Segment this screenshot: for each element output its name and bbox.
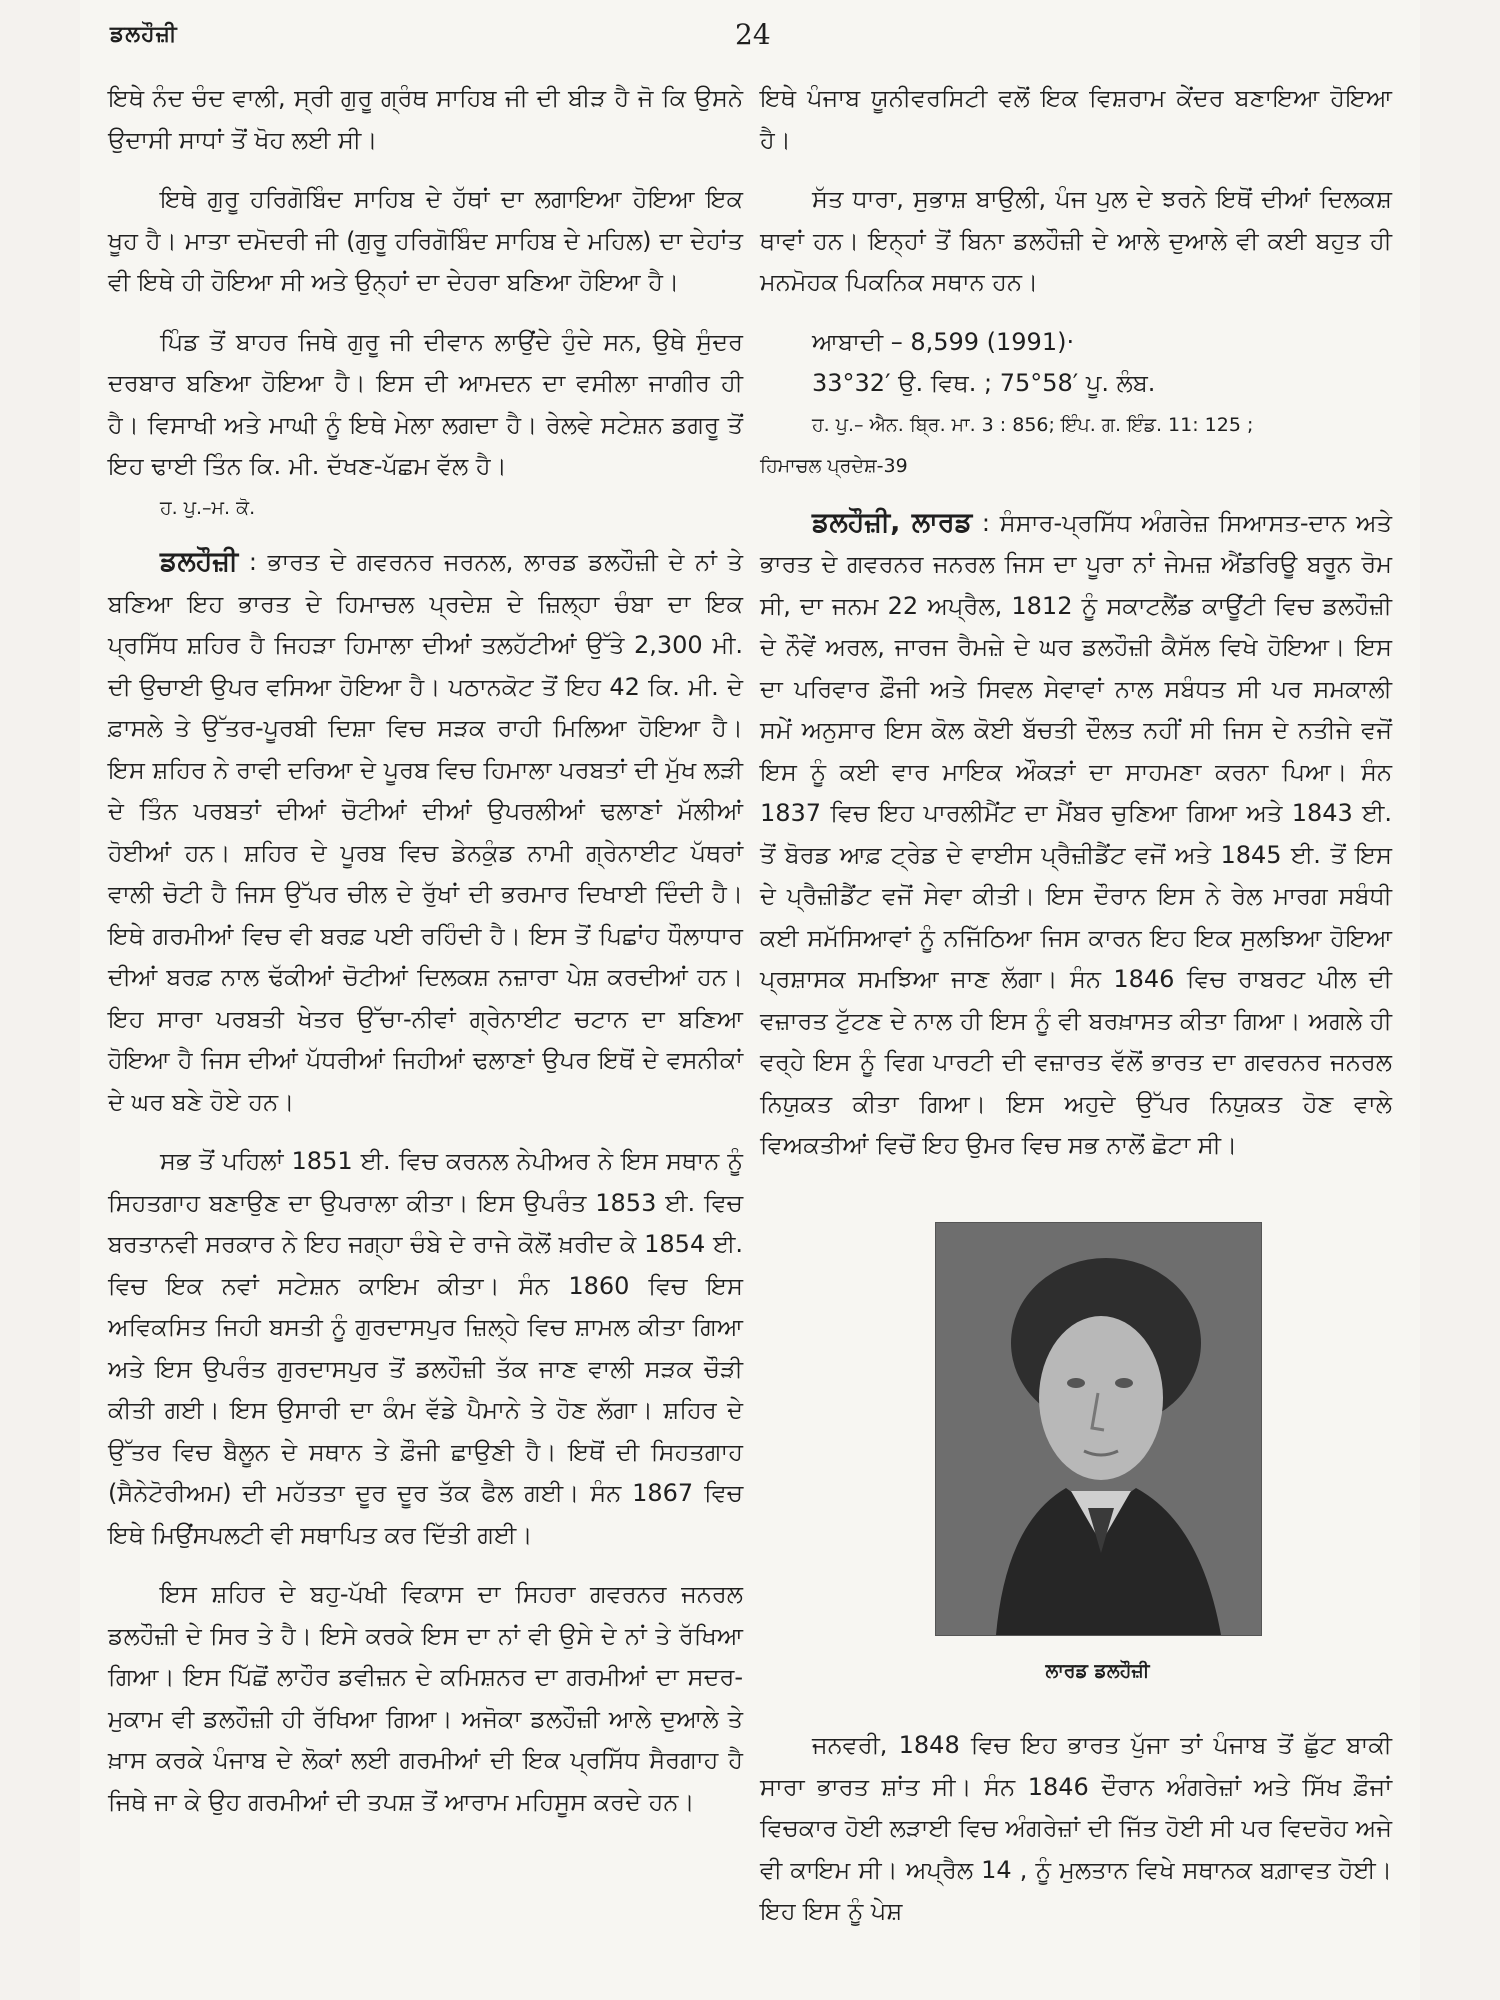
entry-paragraph (760, 502, 1392, 1167)
entry-text: : ਭਾਰਤ ਦੇ ਗਵਰਨਰ ਜਰਨਲ, ਲਾਰਡ ਡਲਹੌਜ਼ੀ ਦੇ ਨਾਂ ਤੇ ਬਣਿਆ ਇਹ ਭਾਰਤ ਦੇ ਹਿਮਾਚਲ ਪ੍ਰਦੇਸ਼ ਦੇ ਜ਼ਿਲ੍ਹਾ ਚੰਬਾ ਦਾ ਇਕ ਪ੍ਰਸਿੱਧ ਸ਼ਹਿਰ ਹੈ ਜਿਹੜਾ ਹਿਮਾਲਾ ਦੀਆਂ ਤਲਹੱਟੀਆਂ ਉੱਤੇ 2,300 ਮੀ. ਦੀ ਉਚਾਈ ਉਪਰ ਵਸਿਆ ਹੋਇਆ ਹੈ। ਪਠਾਨਕੋਟ ਤੋਂ ਇਹ 42 ਕਿ. ਮੀ. ਦੇ ਫ਼ਾਸਲੇ ਤੇ ਉੱਤਰ-ਪੂਰਬੀ ਦਿਸ਼ਾ ਵਿਚ ਸੜਕ ਰਾਹੀ ਮਿਲਿਆ ਹੋਇਆ ਹੈ। ਇਸ ਸ਼ਹਿਰ ਨੇ ਰਾਵੀ ਦਰਿਆ ਦੇ ਪੂਰਬ ਵਿਚ ਹਿਮਾਲਾ ਪਰਬਤਾਂ ਦੀ ਮੁੱਖ ਲੜੀ ਦੇ ਤਿੰਨ ਪਰਬਤਾਂ ਦੀਆਂ ਚੋਟੀਆਂ ਦੀਆਂ ਉਪਰਲੀਆਂ ਢਲਾਣਾਂ ਮੱਲੀਆਂ ਹੋਈਆਂ ਹਨ। ਸ਼ਹਿਰ ਦੇ ਪੂਰਬ ਵਿਚ ਡੇਨਕੁੰਡ ਨਾਮੀ ਗ੍ਰੇਨਾਈਟ ਪੱਥਰਾਂ ਵਾਲੀ ਚੋਟੀ ਹੈ ਜਿਸ ਉੱਪਰ ਚੀਲ ਦੇ ਰੁੱਖਾਂ ਦੀ ਭਰਮਾਰ ਦਿਖਾਈ ਦਿੰਦੀ ਹੈ। ਇਥੇ ਗਰਮੀਆਂ ਵਿਚ ਵੀ ਬਰਫ਼ ਪਈ ਰਹਿੰਦੀ ਹੈ। ਇਸ ਤੋਂ ਪਿਛਾਂਹ ਧੌਲਾਧਾਰ ਦੀਆਂ ਬਰਫ਼ ਨਾਲ ਢੱਕੀਆਂ ਚੋਟੀਆਂ ਦਿਲਕਸ਼ ਨਜ਼ਾਰਾ ਪੇਸ਼ ਕਰਦੀਆਂ ਹਨ। ਇਹ ਸਾਰਾ ਪਰਬਤੀ ਖੇਤਰ ਉੱਚਾ-ਨੀਵਾਂ ਗ੍ਰੇਨਾਈਟ ਚਟਾਨ ਦਾ ਬਣਿਆ ਹੋਇਆ ਹੈ ਜਿਸ ਦੀਆਂ ਪੱਧਰੀਆਂ ਜਿਹੀਆਂ ਢਲਾਣਾਂ ਉਪਰ ਇਥੋਂ ਦੇ ਵਸਨੀਕਾਂ ਦੇ ਘਰ ਬਣੇ ਹੋਏ ਹਨ। (108, 548, 743, 1116)
portrait-drawing (936, 1223, 1261, 1635)
paragraph: ਇਸ ਸ਼ਹਿਰ ਦੇ ਬਹੁ-ਪੱਖੀ ਵਿਕਾਸ ਦਾ ਸਿਹਰਾ ਗਵਰਨਰ ਜਨਰਲ ਡਲਹੌਜ਼ੀ ਦੇ ਸਿਰ ਤੇ ਹੈ। ਇਸੇ ਕਰਕੇ ਇਸ ਦਾ ਨਾਂ ਵੀ ਉਸੇ ਦੇ ਨਾਂ ਤੇ ਰੱਖਿਆ ਗਿਆ। ਇਸ ਪਿੱਛੋਂ ਲਾਹੌਰ ਡਵੀਜ਼ਨ ਦੇ ਕਮਿਸ਼ਨਰ ਦਾ ਗਰਮੀਆਂ ਦਾ ਸਦਰ-ਮੁਕਾਮ ਵੀ ਡਲਹੌਜ਼ੀ ਹੀ ਰੱਖਿਆ ਗਿਆ। ਅਜੋਕਾ ਡਲਹੌਜ਼ੀ ਆਲੇ ਦੁਆਲੇ ਤੇ ਖ਼ਾਸ ਕਰਕੇ ਪੰਜਾਬ ਦੇ ਲੋਕਾਂ ਲਈ ਗਰਮੀਆਂ ਦੀ ਇਕ ਪ੍ਰਸਿੱਧ ਸੈਰਗਾਹ ਹੈ ਜਿਥੇ ਜਾ ਕੇ ਉਹ ਗਰਮੀਆਂ ਦੀ ਤਪਸ਼ ਤੋਂ ਆਰਾਮ ਮਹਿਸੂਸ ਕਰਦੇ ਹਨ। (108, 1580, 743, 1816)
portrait-lord-dalhousie (935, 1222, 1262, 1636)
entry-text: : ਸੰਸਾਰ-ਪ੍ਰਸਿੱਧ ਅੰਗਰੇਜ਼ ਸਿਆਸਤ-ਦਾਨ ਅਤੇ ਭਾਰਤ ਦੇ ਗਵਰਨਰ ਜਨਰਲ ਜਿਸ ਦਾ ਪੂਰਾ ਨਾਂ ਜੇਮਜ਼ ਐਂਡਰਿਊ ਬਰੂਨ ਰੋਮ ਸੀ, ਦਾ ਜਨਮ 22 ਅਪ੍ਰੈਲ, 1812 ਨੂੰ ਸਕਾਟਲੈਂਡ ਕਾਊਂਟੀ ਵਿਚ ਡਲਹੌਜ਼ੀ ਦੇ ਨੌਵੇਂ ਅਰਲ, ਜਾਰਜ ਰੈਮਜ਼ੇ ਦੇ ਘਰ ਡਲਹੌਜ਼ੀ ਕੈਸੱਲ ਵਿਖੇ ਹੋਇਆ। ਇਸ ਦਾ ਪਰਿਵਾਰ ਫ਼ੌਜੀ ਅਤੇ ਸਿਵਲ ਸੇਵਾਵਾਂ ਨਾਲ ਸਬੰਧਤ ਸੀ ਪਰ ਸਮਕਾਲੀ ਸਮੇਂ ਅਨੁਸਾਰ ਇਸ ਕੋਲ ਕੋਈ ਬੱਚਤੀ ਦੌਲਤ ਨਹੀਂ ਸੀ ਜਿਸ ਦੇ ਨਤੀਜੇ ਵਜੋਂ ਇਸ ਨੂੰ ਕਈ ਵਾਰ ਮਾਇਕ ਔਕੜਾਂ ਦਾ ਸਾਹਮਣਾ ਕਰਨਾ ਪਿਆ। ਸੰਨ 1837 ਵਿਚ ਇਹ ਪਾਰਲੀਮੈਂਟ ਦਾ ਮੈਂਬਰ ਚੁਣਿਆ ਗਿਆ ਅਤੇ 1843 ਈ. ਤੋਂ ਬੋਰਡ ਆਫ਼ ਟ੍ਰੇਡ ਦੇ ਵਾਈਸ ਪ੍ਰੈਜ਼ੀਡੈਂਟ ਵਜੋਂ ਅਤੇ 1845 ਈ. ਤੋਂ ਇਸ ਦੇ ਪ੍ਰੈਜ਼ੀਡੈਂਟ ਵਜੋਂ ਸੇਵਾ ਕੀਤੀ। ਇਸ ਦੌਰਾਨ ਇਸ ਨੇ ਰੇਲ ਮਾਰਗ ਸਬੰਧੀ ਕਈ ਸਮੱਸਿਆਵਾਂ ਨੂੰ ਨਜਿੱਠਿਆ ਜਿਸ ਕਾਰਨ ਇਹ ਇਕ ਸੁਲਝਿਆ ਹੋਇਆ ਪ੍ਰਸ਼ਾਸਕ ਸਮਝਿਆ ਜਾਣ ਲੱਗਾ। ਸੰਨ 1846 ਵਿਚ ਰਾਬਰਟ ਪੀਲ ਦੀ ਵਜ਼ਾਰਤ ਟੁੱਟਣ ਦੇ ਨਾਲ ਹੀ ਇਸ ਨੂੰ ਵੀ ਬਰਖ਼ਾਸਤ ਕੀਤਾ ਗਿਆ। ਅਗਲੇ ਹੀ ਵਰ੍ਹੇ ਇਸ ਨੂੰ ਵਿਗ ਪਾਰਟੀ ਦੀ ਵਜ਼ਾਰਤ ਵੱਲੋਂ ਭਾਰਤ ਦਾ ਗਵਰਨਰ ਜਨਰਲ ਨਿਯੁਕਤ ਕੀਤਾ ਗਿਆ। ਇਸ ਅਹੁਦੇ ਉੱਪਰ ਨਿਯੁਕਤ ਹੋਣ ਵਾਲੇ ਵਿਅਕਤੀਆਂ ਵਿਚੋਂ ਇਹ ਉਮਰ ਵਿਚ ਸਭ ਨਾਲੋਂ ਛੋਟਾ ਸੀ। (760, 508, 1392, 1159)
entry-headword: ਡਲਹੌਜ਼ੀ, ਲਾਰਡ (812, 506, 973, 538)
references-cont: ਹਿਮਾਚਲ ਪ੍ਰਦੇਸ਼-39 (760, 455, 908, 477)
page-number: 24 (735, 18, 771, 51)
running-head: ਡਲਹੌਜ਼ੀ (110, 22, 178, 47)
paragraph: ਇਥੇ ਪੰਜਾਬ ਯੂਨੀਵਰਸਿਟੀ ਵਲੋਂ ਇਕ ਵਿਸ਼ਰਾਮ ਕੇਂਦਰ ਬਣਾਇਆ ਹੋਇਆ ਹੈ। (760, 84, 1392, 154)
references: ਹ. ਪੁ.– ਐਨ. ਬ੍ਰਿ. ਮਾ. 3 : 856; ਇੰਪ. ਗ. ਇੰਡ. 11: 125 ; (812, 413, 1254, 436)
population-line: ਆਬਾਦੀ – 8,599 (1991)· (812, 327, 1075, 356)
entry-paragraph (108, 541, 743, 1123)
attribution: ਹ. ਪੁ.–ਮ. ਕੋ. (160, 496, 256, 519)
entry-headword: ਡਲਹੌਜ਼ੀ (160, 546, 239, 577)
right-column (760, 78, 1392, 1167)
right-column-continuation (760, 1725, 1392, 1933)
paragraph: ਸਭ ਤੋਂ ਪਹਿਲਾਂ 1851 ਈ. ਵਿਚ ਕਰਨਲ ਨੇਪੀਅਰ ਨੇ ਇਸ ਸਥਾਨ ਨੂੰ ਸਿਹਤਗਾਹ ਬਣਾਉਣ ਦਾ ਉਪਰਾਲਾ ਕੀਤਾ। ਇਸ ਉਪਰੰਤ 1853 ਈ. ਵਿਚ ਬਰਤਾਨਵੀ ਸਰਕਾਰ ਨੇ ਇਹ ਜਗ੍ਹਾ ਚੰਬੇ ਦੇ ਰਾਜੇ ਕੋਲੋਂ ਖ਼ਰੀਦ ਕੇ 1854 ਈ. ਵਿਚ ਇਕ ਨਵਾਂ ਸਟੇਸ਼ਨ ਕਾਇਮ ਕੀਤਾ। ਸੰਨ 1860 ਵਿਚ ਇਸ ਅਵਿਕਸਿਤ ਜਿਹੀ ਬਸਤੀ ਨੂੰ ਗੁਰਦਾਸਪੁਰ ਜ਼ਿਲ੍ਹੇ ਵਿਚ ਸ਼ਾਮਲ ਕੀਤਾ ਗਿਆ ਅਤੇ ਇਸ ਉਪਰੰਤ ਗੁਰਦਾਸਪੁਰ ਤੋਂ ਡਲਹੌਜ਼ੀ ਤੱਕ ਜਾਣ ਵਾਲੀ ਸੜਕ ਚੌੜੀ ਕੀਤੀ ਗਈ। ਇਸ ਉਸਾਰੀ ਦਾ ਕੰਮ ਵੱਡੇ ਪੈਮਾਨੇ ਤੇ ਹੋਣ ਲੱਗਾ। ਸ਼ਹਿਰ ਦੇ ਉੱਤਰ ਵਿਚ ਬੈਲੂਨ ਦੇ ਸਥਾਨ ਤੇ ਫ਼ੌਜੀ ਛਾਉਣੀ ਹੈ। ਇਥੋਂ ਦੀ ਸਿਹਤਗਾਹ (ਸੈਨੇਟੋਰੀਅਮ) ਦੀ ਮਹੱਤਤਾ ਦੂਰ ਦੂਰ ਤੱਕ ਫੈਲ ਗਈ। ਸੰਨ 1867 ਵਿਚ ਇਥੇ ਮਿਉਂਸਪਲਟੀ ਵੀ ਸਥਾਪਿਤ ਕਰ ਦਿੱਤੀ ਗਈ। (108, 1147, 743, 1549)
coordinates-line: 33°32′ ਉ. ਵਿਥ. ; 75°58′ ਪੂ. ਲੰਬ. (812, 369, 1156, 397)
paragraph: ਜਨਵਰੀ, 1848 ਵਿਚ ਇਹ ਭਾਰਤ ਪੁੱਜਾ ਤਾਂ ਪੰਜਾਬ ਤੋਂ ਛੁੱਟ ਬਾਕੀ ਸਾਰਾ ਭਾਰਤ ਸ਼ਾਂਤ ਸੀ। ਸੰਨ 1846 ਦੌਰਾਨ ਅੰਗਰੇਜ਼ਾਂ ਅਤੇ ਸਿੱਖ ਫ਼ੌਜਾਂ ਵਿਚਕਾਰ ਹੋਈ ਲੜਾਈ ਵਿਚ ਅੰਗਰੇਜ਼ਾਂ ਦੀ ਜਿੱਤ ਹੋਈ ਸੀ ਪਰ ਵਿਦਰੋਹ ਅਜੇ ਵੀ ਕਾਇਮ ਸੀ। ਅਪ੍ਰੈਲ 14 , ਨੂੰ ਮੁਲਤਾਨ ਵਿਖੇ ਸਥਾਨਕ ਬਗ਼ਾਵਤ ਹੋਈ। ਇਹ ਇਸ ਨੂੰ ਪੇਸ਼ (760, 1731, 1392, 1925)
paragraph: ਇਥੇ ਨੰਦ ਚੰਦ ਵਾਲੀ, ਸ੍ਰੀ ਗੁਰੂ ਗ੍ਰੰਥ ਸਾਹਿਬ ਜੀ ਦੀ ਬੀੜ ਹੈ ਜੋ ਕਿ ਉਸਨੇ ਉਦਾਸੀ ਸਾਧਾਂ ਤੋਂ ਖੋਹ ਲਈ ਸੀ। (108, 84, 743, 154)
paragraph: ਪਿੰਡ ਤੋਂ ਬਾਹਰ ਜਿਥੇ ਗੁਰੂ ਜੀ ਦੀਵਾਨ ਲਾਉਂਦੇ ਹੁੰਦੇ ਸਨ, ਉਥੇ ਸੁੰਦਰ ਦਰਬਾਰ ਬਣਿਆ ਹੋਇਆ ਹੈ। ਇਸ ਦੀ ਆਮਦਨ ਦਾ ਵਸੀਲਾ ਜਾਗੀਰ ਹੀ ਹੈ। ਵਿਸਾਖੀ ਅਤੇ ਮਾਘੀ ਨੂੰ ਇਥੇ ਮੇਲਾ ਲਗਦਾ ਹੈ। ਰੇਲਵੇ ਸਟੇਸ਼ਨ ਡਗਰੂ ਤੋਂ ਇਹ ਢਾਈ ਤਿੰਨ ਕਿ. ਮੀ. ਦੱਖਣ-ਪੱਛਮ ਵੱਲ ਹੈ। (108, 327, 743, 480)
paragraph: ਸੱਤ ਧਾਰਾ, ਸੁਭਾਸ਼ ਬਾਉਲੀ, ਪੰਜ ਪੁਲ ਦੇ ਝਰਨੇ ਇਥੋਂ ਦੀਆਂ ਦਿਲਕਸ਼ ਥਾਵਾਂ ਹਨ। ਇਨ੍ਹਾਂ ਤੋਂ ਬਿਨਾ ਡਲਹੌਜ਼ੀ ਦੇ ਆਲੇ ਦੁਆਲੇ ਵੀ ਕਈ ਬਹੁਤ ਹੀ ਮਨਮੋਹਕ ਪਿਕਨਿਕ ਸਥਾਨ ਹਨ। (760, 185, 1392, 296)
left-column (108, 78, 743, 1841)
portrait-caption: ਲਾਰਡ ਡਲਹੌਜ਼ੀ (1045, 1660, 1150, 1682)
paragraph: ਇਥੇ ਗੁਰੂ ਹਰਿਗੋਬਿੰਦ ਸਾਹਿਬ ਦੇ ਹੱਥਾਂ ਦਾ ਲਗਾਇਆ ਹੋਇਆ ਇਕ ਖੂਹ ਹੈ। ਮਾਤਾ ਦਮੋਦਰੀ ਜੀ (ਗੁਰੂ ਹਰਿਗੋਬਿੰਦ ਸਾਹਿਬ ਦੇ ਮਹਿਲ) ਦਾ ਦੇਹਾਂਤ ਵੀ ਇਥੇ ਹੀ ਹੋਇਆ ਸੀ ਅਤੇ ਉਨ੍ਹਾਂ ਦਾ ਦੇਹਰਾ ਬਣਿਆ ਹੋਇਆ ਹੈ। (108, 185, 743, 296)
